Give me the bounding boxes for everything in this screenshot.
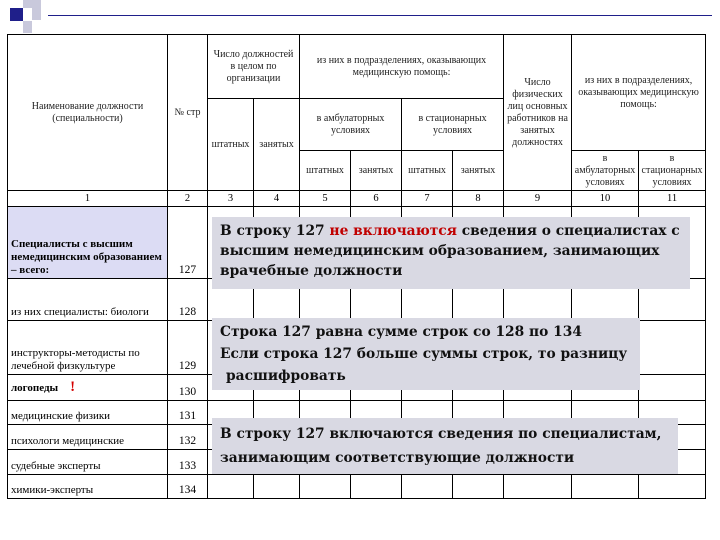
header-occupied: занятых [254,99,300,191]
row-name: инструкторы-методисты по лечебной физкультуре [8,321,168,375]
header-in-occ: занятых [453,151,504,191]
note-exclusion-end: сведения о специалистах с высшим немедицинским образованием, занимающих врачебные должности [220,223,680,279]
row-name: медицинские физики [8,401,168,425]
col-number: 10 [572,191,639,207]
header-row-no: № стр [168,35,208,191]
row-name: Специалисты с высшим немедицинским образованием – всего: [8,207,168,279]
row-name: из них специалисты: биологи [8,279,168,321]
header-persons-in: в стационарных условиях [639,151,706,191]
col-number: 2 [168,191,208,207]
col-number: 6 [351,191,402,207]
note-exclusion-highlight: не включаются [329,223,457,239]
col-number: 8 [453,191,504,207]
col-number: 3 [208,191,254,207]
header-inpatient: в стационарных условиях [402,99,504,151]
header-persons-out: в амбулаторных условиях [572,151,639,191]
note-sum-line-2: Если строка 127 больше суммы строк, то разницу [220,346,628,362]
header-in-staff: штатных [402,151,453,191]
note-sum-line-1: Строка 127 равна сумме строк со 128 по 134 [220,324,582,340]
header-persons-units: из них в подразделениях, оказывающих медицинскую помощь: [572,35,706,151]
row-code: 130 [168,375,208,401]
row-code: 133 [168,450,208,475]
col-number: 11 [639,191,706,207]
row-code: 131 [168,401,208,425]
header-units: из них в подразделениях, оказывающих медицинскую помощь: [300,35,504,99]
row-name: логопеды [11,381,59,394]
col-number: 7 [402,191,453,207]
row-code: 129 [168,321,208,375]
row-code: 127 [168,207,208,279]
note-inclusion-text: В строку 127 включаются сведения по специалистам, занимающим соответствующие должности [220,426,662,466]
col-number: 9 [504,191,572,207]
note-exclusion-start: В строку 127 [220,223,330,239]
row-name-cell [8,375,168,401]
row-code: 134 [168,475,208,499]
col-number: 5 [300,191,351,207]
row-name: химики-эксперты [8,475,168,499]
note-sum-line-3: расшифровать [226,368,346,384]
header-outpatient: в амбулаторных условиях [300,99,402,151]
warning-mark: ! [70,378,76,395]
col-number: 1 [8,191,168,207]
note-sum-rule [212,318,640,390]
header-out-occ: занятых [351,151,402,191]
note-inclusion [212,418,678,474]
header-total-positions: Число должностей в целом по организации [208,35,300,99]
header-persons: Число физических лиц основных работников на занятых должностях [504,35,572,191]
note-exclusion [212,217,690,289]
row-name: судебные эксперты [8,450,168,475]
header-staff: штатных [208,99,254,191]
row-code: 132 [168,425,208,450]
header-out-staff: штатных [300,151,351,191]
top-rule [48,15,712,16]
header-name: Наименование должности (специальности) [8,35,168,191]
row-name: психологи медицинские [8,425,168,450]
row-code: 128 [168,279,208,321]
table-row [8,475,706,499]
col-number: 4 [254,191,300,207]
